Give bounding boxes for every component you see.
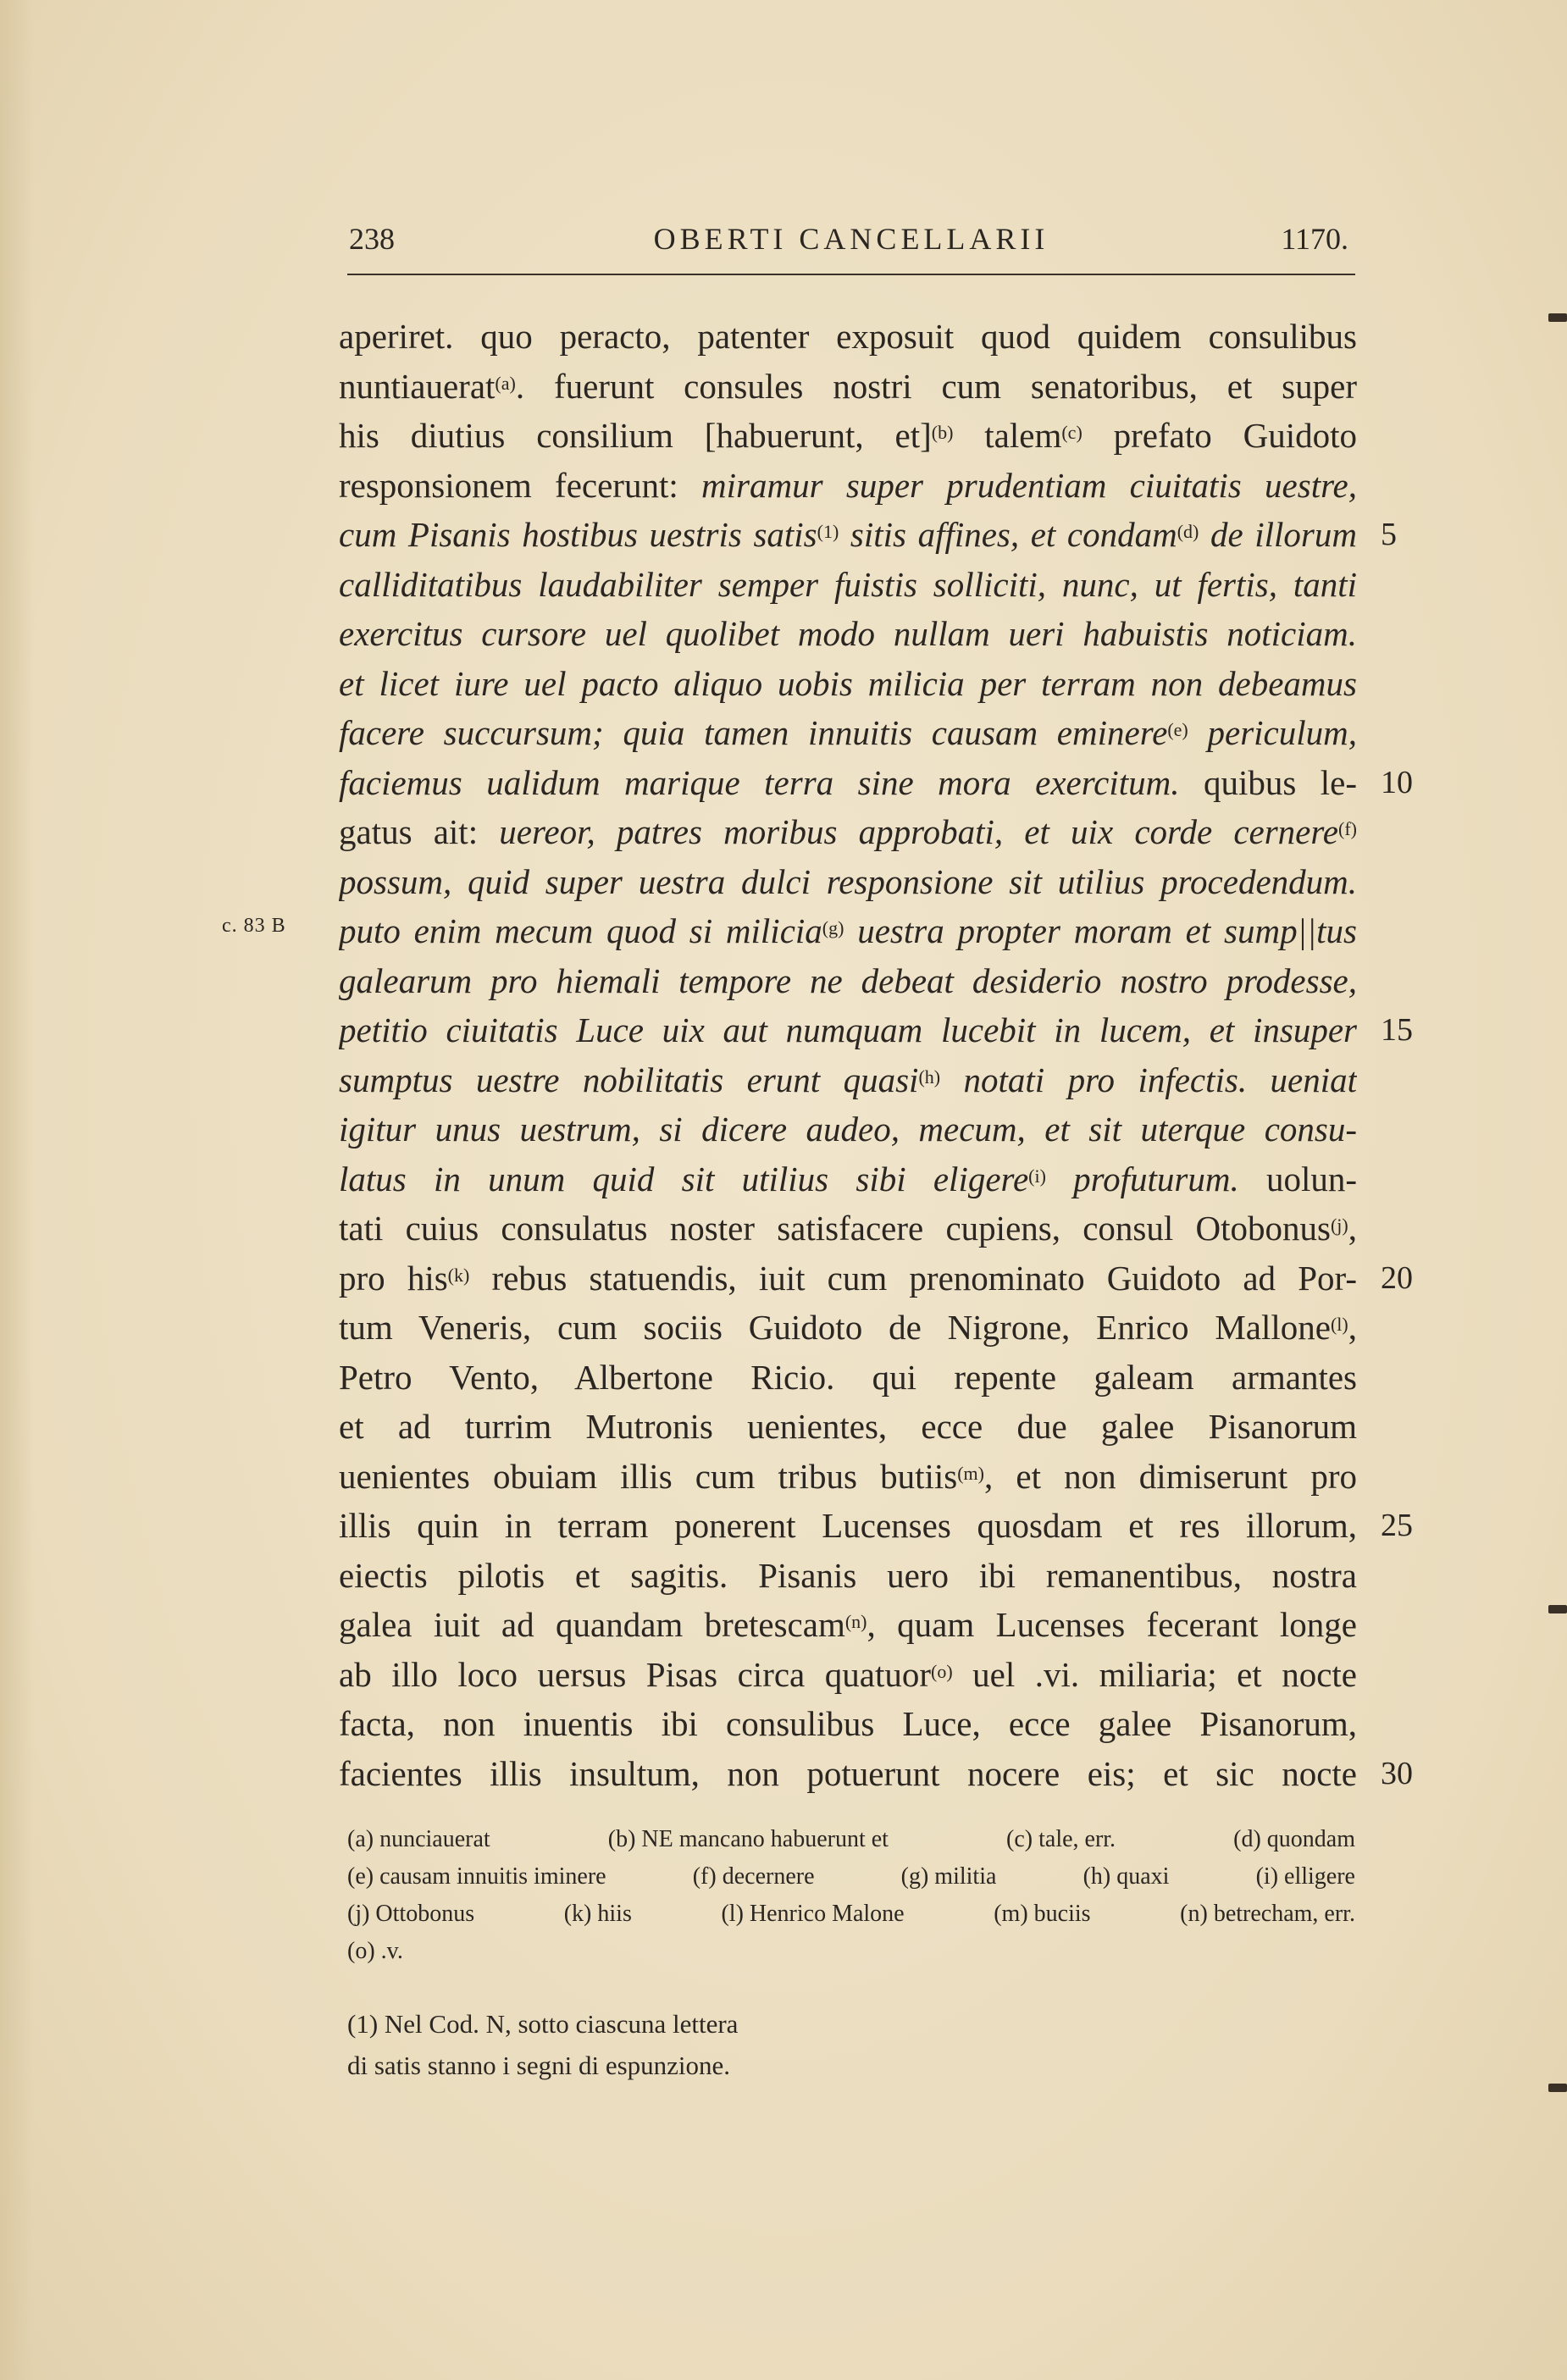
text-segment: notati pro infectis. ueniat <box>940 1060 1357 1099</box>
header-rule <box>347 274 1355 275</box>
variant-mark: (o) <box>931 1660 953 1682</box>
text-segment: talem <box>953 416 1062 455</box>
variant-mark: (a) <box>495 372 516 394</box>
text-segment: faciemus ualidum marique terra sine mora exercitum. <box>339 762 1180 802</box>
variant-mark: (1) <box>817 521 839 542</box>
variant-note: (d) quondam <box>1233 1826 1355 1852</box>
text-line <box>339 1402 1357 1452</box>
text-segment: facere succursum; quia tamen innuitis causam eminere <box>339 713 1168 752</box>
footnote <box>347 2003 940 2086</box>
variant-mark: (d) <box>1177 521 1199 542</box>
text-line <box>339 1353 1357 1403</box>
text-line <box>339 1452 1357 1502</box>
text-line <box>339 1254 1357 1303</box>
text-segment: gatus ait: <box>339 812 500 851</box>
variant-note: (j) Ottobonus <box>347 1901 475 1927</box>
variant-note: (c) tale, err. <box>1006 1826 1116 1852</box>
text-segment: periculum, <box>1188 713 1357 752</box>
variant-mark: (k) <box>447 1264 470 1286</box>
variant-note: (e) causam innuitis iminere <box>347 1863 606 1890</box>
variant-note: (n) betrecham, err. <box>1180 1901 1355 1927</box>
text-segment: , <box>1348 1209 1357 1248</box>
text-line <box>339 1551 1357 1601</box>
text-segment: uenientes obuiam illis cum tribus butiis <box>339 1456 958 1496</box>
page-clip <box>1548 2084 1567 2092</box>
text-segment: rebus statuendis, iuit cum prenominato Guidoto ad Por- <box>469 1258 1357 1298</box>
variant-note: (f) decernere <box>692 1863 815 1890</box>
text-segment: galea iuit ad quandam bretescam <box>339 1605 845 1644</box>
text-segment: ab illo loco uersus Pisas circa quatuor <box>339 1654 931 1694</box>
text-segment: latus in unum quid sit utilius sibi eligere <box>339 1159 1029 1198</box>
variant-notes <box>347 1821 1355 1970</box>
text-line <box>339 362 1357 412</box>
text-segment: uestra propter moram et sump||tus <box>844 911 1357 950</box>
text-segment: facta, non inuentis ibi consulibus Luce, ecce galee Pisanorum, <box>339 1704 1357 1743</box>
text-segment: , quam Lucenses fecerant longe <box>867 1605 1357 1644</box>
text-line <box>339 1749 1357 1799</box>
variant-note-row <box>347 1821 1355 1858</box>
text-segment: nuntiauerat <box>339 366 496 406</box>
footnote-line: (1) Nel Cod. N, sotto ciascuna lettera <box>347 2009 739 2039</box>
text-segment: facientes illis insultum, non potuerunt nocere eis; et sic nocte <box>339 1753 1357 1793</box>
text-segment: et licet iure uel pacto aliquo uobis milicia per terram non debeamus <box>339 663 1357 703</box>
text-segment: puto enim mecum quod si milicia <box>339 911 822 950</box>
text-line <box>339 659 1357 709</box>
text-segment: sitis affines, et condam <box>839 515 1177 554</box>
text-segment: et ad turrim Mutronis uenientes, ecce due galee Pisanorum <box>339 1407 1357 1446</box>
text-line <box>339 1104 1357 1154</box>
text-segment: igitur unus uestrum, si dicere audeo, mecum, et sit uterque consu- <box>339 1110 1357 1148</box>
text-segment: exercitus cursore uel quolibet modo nullam ueri habuistis noticiam. <box>339 614 1357 653</box>
text-segment: uel .vi. miliaria; et nocte <box>952 1654 1357 1694</box>
text-line <box>339 857 1357 907</box>
text-line <box>339 1055 1357 1105</box>
text-segment: . fuerunt consules nostri cum senatoribus, et super <box>515 366 1357 406</box>
text-line <box>339 411 1357 461</box>
text-line <box>339 1005 1357 1055</box>
text-segment: , et non dimiserunt pro <box>984 1456 1357 1496</box>
page-clip <box>1548 313 1567 322</box>
variant-note: (b) NE mancano habuerunt et <box>607 1826 889 1852</box>
text-line <box>339 1303 1357 1353</box>
text-line <box>339 510 1357 560</box>
text-line <box>339 807 1357 857</box>
variant-note-row <box>347 1858 1355 1896</box>
text-segment: quo peracto, patenter exposuit quod quidem consulibus <box>453 317 1357 356</box>
text-segment: tati cuius consulatus noster satisfacere cupiens, consul Otobonus <box>339 1209 1331 1248</box>
main-text <box>339 312 1357 1798</box>
page-number: 238 <box>349 222 395 256</box>
variant-note-row <box>347 1933 1355 1970</box>
text-segment: galearum pro hiemali tempore ne debeat desiderio nostro prodesse, <box>339 960 1357 1000</box>
text-segment: petitio ciuitatis Luce uix aut numquam lucebit in lucem, et insuper <box>339 1010 1357 1049</box>
variant-mark: (b) <box>931 422 954 443</box>
text-line <box>339 1600 1357 1650</box>
text-segment: uolun- <box>1238 1159 1357 1198</box>
text-segment: pro his <box>339 1258 448 1298</box>
text-line <box>339 312 1357 362</box>
text-segment: illis quin in terram ponerent Lucenses quosdam et res illorum, <box>339 1506 1357 1545</box>
text-segment: uereor, patres moribus approbati, et uix corde cernere <box>499 812 1339 851</box>
variant-note: (h) quaxi <box>1083 1863 1170 1890</box>
year: 1170. <box>1281 222 1348 256</box>
text-segment: eiectis pilotis et sagitis. Pisanis uero ibi remanentibus, nostra <box>339 1555 1357 1595</box>
text-line <box>339 560 1357 610</box>
text-segment: cum Pisanis hostibus uestris satis <box>339 515 817 554</box>
variant-note: (l) Henrico Malone <box>721 1901 905 1927</box>
line-number: 10 <box>1381 764 1413 800</box>
variant-mark: (g) <box>822 917 844 938</box>
text-segment: Petro Vento, Albertone Ricio. qui repente galeam armantes <box>339 1357 1357 1397</box>
variant-mark: (c) <box>1061 422 1083 443</box>
text-segment: calliditatibus laudabiliter semper fuistis solliciti, nunc, ut fertis, tanti <box>339 564 1357 604</box>
text-segment: profuturum. <box>1045 1159 1239 1198</box>
line-number: 20 <box>1381 1259 1413 1296</box>
line-number: 5 <box>1381 517 1397 552</box>
variant-note-row <box>347 1896 1355 1933</box>
gutter-shadow <box>0 0 34 2380</box>
text-line <box>339 708 1357 758</box>
text-line <box>339 906 1357 956</box>
variant-mark: (j) <box>1330 1215 1348 1236</box>
text-segment: miramur super prudentiam ciuitatis uestre, <box>701 465 1357 505</box>
variant-mark: (m) <box>957 1462 984 1484</box>
variant-mark: (l) <box>1330 1314 1348 1335</box>
variant-note: (i) elligere <box>1255 1863 1355 1890</box>
margin-note: c. 83 B <box>222 915 286 937</box>
variant-mark: (h) <box>918 1065 941 1088</box>
running-title: OBERTI CANCELLARII <box>653 222 1049 256</box>
line-number: 25 <box>1381 1508 1413 1543</box>
text-line <box>339 1204 1357 1254</box>
variant-note: (a) nunciauerat <box>347 1826 490 1852</box>
text-line <box>339 1699 1357 1749</box>
text-line <box>339 1154 1357 1204</box>
line-number: 15 <box>1381 1012 1413 1048</box>
variant-mark: (f) <box>1338 818 1357 839</box>
text-segment: possum, quid super uestra dulci responsione sit utilius procedendum. <box>339 861 1357 901</box>
page-clip <box>1548 1605 1567 1613</box>
running-header <box>347 216 1355 275</box>
text-line <box>339 758 1357 808</box>
text-segment: sumptus uestre nobilitatis erunt quasi <box>339 1060 919 1099</box>
text-segment: responsionem fecerunt: <box>339 465 702 505</box>
variant-mark: (n) <box>844 1611 867 1632</box>
text-line <box>339 956 1357 1006</box>
text-line <box>339 461 1357 511</box>
footnote-line: di satis stanno i segni di espunzione. <box>347 2051 731 2080</box>
variant-note: (k) hiis <box>563 1901 632 1927</box>
text-segment: tum Veneris, cum sociis Guidoto de Nigrone, Enrico Mallone <box>339 1308 1331 1347</box>
variant-note: (o) .v. <box>347 1938 403 1964</box>
text-segment: , <box>1348 1308 1357 1347</box>
text-segment: de illorum <box>1199 515 1357 554</box>
text-segment: his diutius consilium [habuerunt, et] <box>339 416 932 455</box>
text-segment: quibus le- <box>1179 762 1357 802</box>
text-line <box>339 1501 1357 1551</box>
line-number: 30 <box>1381 1755 1413 1791</box>
variant-mark: (i) <box>1028 1165 1046 1187</box>
variant-note: (g) militia <box>900 1863 997 1890</box>
variant-mark: (e) <box>1167 719 1188 740</box>
text-line <box>339 609 1357 659</box>
text-segment: aperiret. <box>339 317 454 356</box>
text-segment: prefato Guidoto <box>1082 416 1357 455</box>
text-line <box>339 1650 1357 1700</box>
variant-note: (m) buciis <box>994 1901 1091 1927</box>
